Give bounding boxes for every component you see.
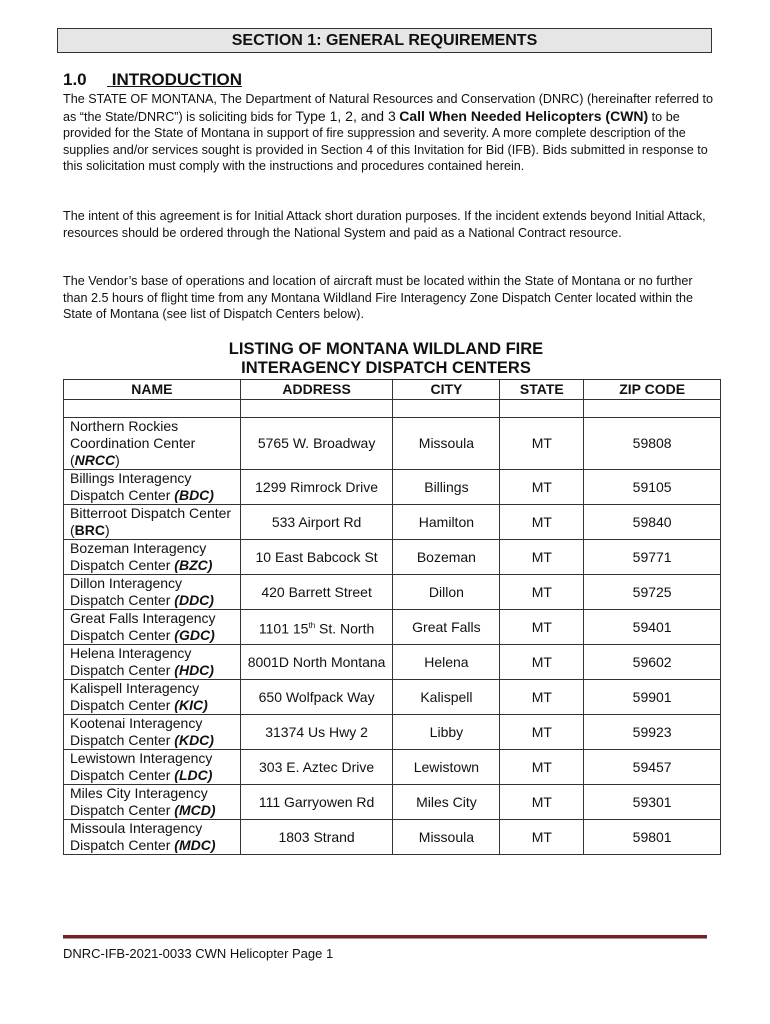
section-banner: SECTION 1: GENERAL REQUIREMENTS bbox=[57, 28, 712, 53]
intro-p1-start: The STATE OF MONTANA, The Department of Natural Resources and Conservation (DNRC) (hereinafter referred to as “the State/DNRC”) is soliciting bids for bbox=[63, 92, 713, 124]
center-name: Miles City Interagency Dispatch Center (MCD) bbox=[64, 785, 241, 820]
center-zip: 59801 bbox=[584, 820, 721, 855]
header-city: CITY bbox=[393, 380, 500, 400]
table-row bbox=[64, 575, 721, 610]
center-address: 8001D North Montana bbox=[240, 645, 393, 680]
table-blank-row bbox=[64, 400, 721, 418]
center-city: Kalispell bbox=[393, 680, 500, 715]
table-row bbox=[64, 750, 721, 785]
table-row bbox=[64, 610, 721, 645]
table-row bbox=[64, 418, 721, 470]
center-address: 111 Garryowen Rd bbox=[240, 785, 393, 820]
center-address: 533 Airport Rd bbox=[240, 505, 393, 540]
center-name: Lewistown Interagency Dispatch Center (LDC) bbox=[64, 750, 241, 785]
center-name: Bozeman Interagency Dispatch Center (BZC) bbox=[64, 540, 241, 575]
center-state: MT bbox=[500, 785, 584, 820]
center-zip: 59901 bbox=[584, 680, 721, 715]
dispatch-centers-table bbox=[63, 379, 721, 855]
table-row bbox=[64, 715, 721, 750]
center-state: MT bbox=[500, 820, 584, 855]
table-row bbox=[64, 470, 721, 505]
center-state: MT bbox=[500, 715, 584, 750]
center-city: Libby bbox=[393, 715, 500, 750]
table-row bbox=[64, 680, 721, 715]
center-zip: 59923 bbox=[584, 715, 721, 750]
table-row bbox=[64, 785, 721, 820]
center-state: MT bbox=[500, 610, 584, 645]
center-city: Dillon bbox=[393, 575, 500, 610]
header-address: ADDRESS bbox=[240, 380, 393, 400]
center-city: Missoula bbox=[393, 820, 500, 855]
center-city: Bozeman bbox=[393, 540, 500, 575]
center-state: MT bbox=[500, 680, 584, 715]
center-name: Helena Interagency Dispatch Center (HDC) bbox=[64, 645, 241, 680]
center-city: Great Falls bbox=[393, 610, 500, 645]
center-zip: 59301 bbox=[584, 785, 721, 820]
center-address: 5765 W. Broadway bbox=[240, 418, 393, 470]
center-name: Kalispell Interagency Dispatch Center (KIC) bbox=[64, 680, 241, 715]
center-zip: 59771 bbox=[584, 540, 721, 575]
center-state: MT bbox=[500, 418, 584, 470]
center-zip: 59840 bbox=[584, 505, 721, 540]
table-row bbox=[64, 505, 721, 540]
center-city: Missoula bbox=[393, 418, 500, 470]
intro-title: INTRODUCTION bbox=[111, 70, 243, 89]
table-header-row bbox=[64, 380, 721, 400]
center-state: MT bbox=[500, 645, 584, 680]
intro-p1-type: Type 1, 2, and 3 bbox=[295, 107, 396, 124]
center-city: Billings bbox=[393, 470, 500, 505]
center-address: 31374 Us Hwy 2 bbox=[240, 715, 393, 750]
center-name: Missoula Interagency Dispatch Center (MDC) bbox=[64, 820, 241, 855]
intro-number: 1.0 bbox=[63, 70, 87, 89]
intro-p1-end: to be provided for the State of Montana in support of fire suppression and severity. A more complete description of the supplies and/or services sought is provided in Section 4 of this Invitation for Bid (IFB). Bids submitted in response to this solicitation must comply with the instructions and procedures contained herein. bbox=[63, 109, 708, 173]
center-zip: 59457 bbox=[584, 750, 721, 785]
center-state: MT bbox=[500, 575, 584, 610]
center-zip: 59602 bbox=[584, 645, 721, 680]
center-state: MT bbox=[500, 470, 584, 505]
center-address: 10 East Babcock St bbox=[240, 540, 393, 575]
center-state: MT bbox=[500, 505, 584, 540]
table-row bbox=[64, 820, 721, 855]
table-row bbox=[64, 645, 721, 680]
header-name: NAME bbox=[64, 380, 241, 400]
footer-divider bbox=[63, 935, 707, 939]
center-name: Northern Rockies Coordination Center (NRCC) bbox=[64, 418, 241, 470]
listing-title bbox=[63, 340, 709, 378]
center-city: Hamilton bbox=[393, 505, 500, 540]
intro-paragraph-1 bbox=[63, 91, 713, 175]
center-zip: 59725 bbox=[584, 575, 721, 610]
center-name: Kootenai Interagency Dispatch Center (KDC) bbox=[64, 715, 241, 750]
intro-paragraph-2: The intent of this agreement is for Initial Attack short duration purposes. If the incident extends beyond Initial Attack, resources should be ordered through the National System and paid as a National Contract resource. bbox=[63, 209, 706, 240]
center-address: 650 Wolfpack Way bbox=[240, 680, 393, 715]
center-address: 303 E. Aztec Drive bbox=[240, 750, 393, 785]
center-zip: 59401 bbox=[584, 610, 721, 645]
center-name: Dillon Interagency Dispatch Center (DDC) bbox=[64, 575, 241, 610]
listing-title-line-2: INTERAGENCY DISPATCH CENTERS bbox=[241, 359, 531, 377]
center-city: Miles City bbox=[393, 785, 500, 820]
center-address: 1299 Rimrock Drive bbox=[240, 470, 393, 505]
intro-p1-bold: Call When Needed Helicopters (CWN) bbox=[399, 107, 649, 124]
page-footer: DNRC-IFB-2021-0033 CWN Helicopter Page 1 bbox=[63, 946, 334, 961]
center-address: 1101 15th St. North bbox=[240, 610, 393, 645]
center-city: Lewistown bbox=[393, 750, 500, 785]
center-address: 420 Barrett Street bbox=[240, 575, 393, 610]
intro-paragraph-3: The Vendor’s base of operations and location of aircraft must be located within the State of Montana or no further than 2.5 hours of flight time from any Montana Wildland Fire Interagency Zone Dispatch Center located within the State of Montana (see list of Dispatch Centers below). bbox=[63, 274, 694, 321]
center-state: MT bbox=[500, 750, 584, 785]
center-name: Bitterroot Dispatch Center (BRC) bbox=[64, 505, 241, 540]
table-row bbox=[64, 540, 721, 575]
center-address: 1803 Strand bbox=[240, 820, 393, 855]
center-state: MT bbox=[500, 540, 584, 575]
header-state: STATE bbox=[500, 380, 584, 400]
center-name: Great Falls Interagency Dispatch Center (GDC) bbox=[64, 610, 241, 645]
intro-heading bbox=[63, 70, 242, 90]
center-city: Helena bbox=[393, 645, 500, 680]
listing-title-line-1: LISTING OF MONTANA WILDLAND FIRE bbox=[228, 340, 544, 358]
center-name: Billings Interagency Dispatch Center (BDC) bbox=[64, 470, 241, 505]
header-zip: ZIP CODE bbox=[584, 380, 721, 400]
center-zip: 59808 bbox=[584, 418, 721, 470]
center-zip: 59105 bbox=[584, 470, 721, 505]
